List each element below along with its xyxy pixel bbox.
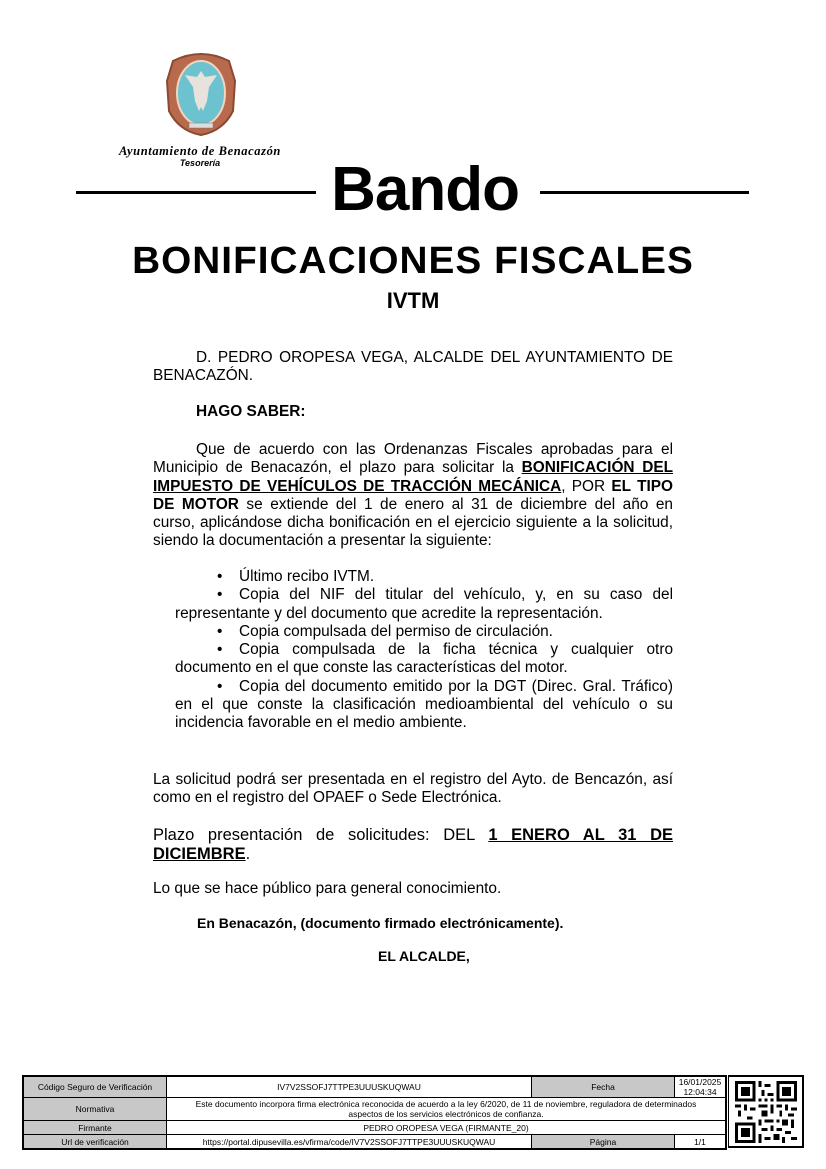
deadline-paragraph <box>153 826 673 864</box>
deadline-suffix: . <box>245 845 251 863</box>
table-row <box>23 1098 726 1121</box>
main-paragraph-text-1: Que de acuerdo con las Ordenanzas Fiscales aprobadas para el Municipio de Benacazón, el plazo para solicitar la <box>153 441 673 477</box>
normativa-label: Normativa <box>23 1098 167 1121</box>
organization-name: Ayuntamiento de Benacazón <box>118 144 281 158</box>
firmante-label: Firmante <box>23 1121 167 1135</box>
main-paragraph <box>153 441 673 551</box>
url-label: Url de verificación <box>23 1135 167 1150</box>
bullet-icon: • <box>217 586 223 604</box>
bullet-icon: • <box>217 641 223 659</box>
page-subtitle: IVTM <box>386 288 440 313</box>
public-notice: Lo que se hace público para general conocimiento. <box>153 880 502 897</box>
required-documents-list <box>175 568 673 733</box>
list-item-text: Copia del documento emitido por la DGT (Direc. Gral. Tráfico) en el que conste la clasificación medioambiental del vehículo o su incidencia favorable en el medio ambiente. <box>175 677 673 732</box>
intro-paragraph: D. PEDRO OROPESA VEGA, ALCALDE DEL AYUNTAMIENTO DE BENACAZÓN. <box>153 349 673 385</box>
hago-saber-heading: HAGO SABER: <box>196 403 306 420</box>
list-item-text: Copia compulsada de la ficha técnica y cualquier otro documento en el que conste las características del motor. <box>175 641 673 677</box>
qr-code-container <box>728 1075 804 1148</box>
list-item-text: Copia compulsada del permiso de circulación. <box>239 622 553 640</box>
motor-type-emphasis: EL TIPO DE MOTOR <box>153 477 673 513</box>
left-rule-divider <box>76 191 316 194</box>
pagina-label: Página <box>532 1135 675 1150</box>
qr-code-icon <box>735 1081 797 1143</box>
verification-table <box>22 1075 727 1150</box>
list-item <box>175 678 673 733</box>
csv-value: IV7V2SSOFJ7TTPE3UUUSKUQWAU <box>167 1076 532 1098</box>
submission-paragraph: La solicitud podrá ser presentada en el registro del Ayto. de Bencazón, así como en el registro del OPAEF o Sede Electrónica. <box>153 771 673 807</box>
list-item <box>175 641 673 678</box>
csv-label: Código Seguro de Verificación <box>23 1076 167 1098</box>
deadline-label: Plazo presentación de solicitudes: DEL <box>153 826 489 844</box>
fecha-value: 16/01/2025 12:04:34 <box>675 1076 727 1098</box>
table-row <box>23 1121 726 1135</box>
main-paragraph-text-2: , POR <box>561 477 612 495</box>
fecha-label: Fecha <box>532 1076 675 1098</box>
list-item <box>175 586 673 623</box>
list-item-text: Copia del NIF del titular del vehículo, y, en su caso del representante y del documento que acredite la representación. <box>175 586 673 622</box>
list-item-text: Último recibo IVTM. <box>239 568 375 585</box>
deadline-dates: 1 ENERO AL 31 DE DICIEMBRE <box>153 826 673 863</box>
municipal-crest-icon <box>163 51 239 137</box>
bullet-icon: • <box>217 622 223 640</box>
main-paragraph-text-3: se extiende del 1 de enero al 31 de diciembre del año en curso, aplicándose dicha bonificación en el ejercicio siguiente a la solicitud, siendo la documentación a presentar la siguiente: <box>153 495 673 550</box>
bullet-icon: • <box>217 677 223 695</box>
right-rule-divider <box>540 191 749 194</box>
pagina-value: 1/1 <box>675 1135 727 1150</box>
bullet-icon: • <box>217 568 223 585</box>
firmante-value: PEDRO OROPESA VEGA (FIRMANTE_20) <box>167 1121 727 1135</box>
page-title: BONIFICACIONES FISCALES <box>132 240 694 282</box>
table-row <box>23 1135 726 1150</box>
list-item <box>175 568 673 586</box>
table-row <box>23 1076 726 1098</box>
place-signature-note: En Benacazón, (documento firmado electrónicamente). <box>197 915 564 931</box>
bonification-name: BONIFICACIÓN DEL IMPUESTO DE VEHÍCULOS DE TRACCIÓN MECÁNICA <box>153 459 674 495</box>
department-name: Tesorería <box>179 158 221 168</box>
verification-url[interactable]: https://portal.dipusevilla.es/vfirma/code/IV7V2SSOFJ7TTPE3UUUSKUQWAU <box>167 1135 532 1150</box>
normativa-value: Este documento incorpora firma electrónica reconocida de acuerdo a la ley 6/2020, de 11 de noviembre, reguladora de determinados aspectos de los servicios electrónicos de confianza. <box>167 1098 727 1121</box>
list-item <box>175 623 673 641</box>
document-type-heading: Bando <box>331 155 519 224</box>
signatory-title: EL ALCALDE, <box>378 948 470 964</box>
